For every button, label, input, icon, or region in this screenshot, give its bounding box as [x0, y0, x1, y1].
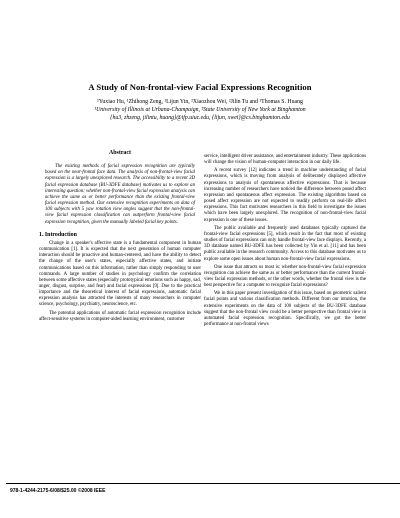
abstract-text: The existing methods of facial expression recognition are typically based on the near-frontal face data. The analysis of non-frontal-view facial expression is a largely unexplored research. The accessibility to a recent 3D facial expression database (BU-3DFE database) motivates us to explore an interesting question: whether non-frontal-view facial expression analysis can achieve the same as or better performance than the existing frontal-view facial expression method. Our extensive recognition experiments on data of 100 subjects with 5 yaw rotation view angles suggest that the non-frontal-view facial expression classification can outperform frontal-view facial expression recognition, given the manually labeled facial key points.: [45, 164, 195, 225]
paragraph: One issue that attracts us most is: whether non-frontal-view facial expression recognition can achieve the same as or better performance than the current frontal-view facial expression methods, or the other words, whether the frontal view is the best perspective for a computer to recognize facial expressions?: [204, 264, 366, 289]
left-column: [39, 150, 201, 325]
affiliation: ¹University of Illinois at Urbana-Champaign, ²State University of New York at Binghamton: [94, 106, 306, 113]
abstract-heading: Abstract: [109, 150, 131, 156]
paragraph: A recent survey [12] indicates a trend in machine understanding of facial expressions, which is moving from analysis of deliberately displayed affective expressions to analysis of spontaneous affective expressions. That is because increasing number of researchers have noticed the difference between posed affect expression and spontaneous affect expression. The existing algorithms based on posed affect expression are not expected to readily perform on real-life affect expressions. This fact motivates researchers in this field to investigate the issues which have been largely unexplored. The recognition of non-frontal-view facial expression is one of these issues.: [204, 168, 366, 223]
author-block: [40, 99, 360, 122]
author-list: ¹Yuxiao Hu, ¹Zhihong Zeng, ¹Lijun Yin, ²Xiaozhou Wei, ²Jilin Tu and ¹Thomas S. Huang: [97, 99, 303, 105]
copyright-footer: 978-1-4244-2175-6/08/$25.00 ©2008 IEEE: [10, 488, 106, 494]
paper-title: A Study of Non-frontal-view Facial Expressions Recognition: [88, 82, 312, 92]
right-column: [204, 154, 366, 330]
paragraph: The potential applications of automatic facial expression recognition include affect-sensitive systems in computer-aided learning environment, customer: [39, 310, 201, 322]
paragraph: service, intelligent driver assistance, and entertainment industry. These applications will change the vision of human-computer interaction in our daily life.: [204, 154, 366, 166]
footer-divider: [6, 483, 400, 484]
paragraph: We in this paper present investigation of this issue, based on geometric salient facial points and various classification methods. Different from our intuition, the extensive experiments on the data of 100 subjects of the BU-3DFE database suggest that the non-frontal view could be a better perspective than frontal view in automated facial expression recognition. Specifically, we got the better performance at non-frontal views: [204, 291, 366, 328]
section-heading-introduction: 1. Introduction: [39, 231, 77, 238]
author-emails: {hu3, zhzeng, jilintu, huang}@ifp.uiuc.edu, {lijun, xwei}@cs.binghamton.edu: [110, 114, 290, 121]
paragraph: Change in a speaker's affective state is a fundamental component in human communication [1]. It is expected that the next generation of human computer interaction should be proactive and human-centered, and have the ability to detect the change of the user's states, especially affective states, and initiate communications based on this information, rather than simply responding to user commands. A large number of studies in psychology confirm the correlation between some affective states (especially prototypical emotions such as happy, sad, anger, disgust, surprise, and fear) and facial expressions [9]. Due to the practical importance and the theoretical interest of facial expressions, automatic facial expression analysis has attracted the interests of many researchers in computer science, psychology, psychiatry, neuroscience, etc.: [39, 240, 201, 308]
paragraph: The public available and frequently used databases typically captured the frontal-view facial expressions [5], which result in the fact that most of existing studies of facial expressions can only handle frontal-view face displays. Recently, a 3D database named BU-3DFE has been collected by Yin et al. [11] and has been public available in the research community. Access to this database motivates us to explore some open issues about human non-frontal-view facial expressions.: [204, 225, 366, 262]
